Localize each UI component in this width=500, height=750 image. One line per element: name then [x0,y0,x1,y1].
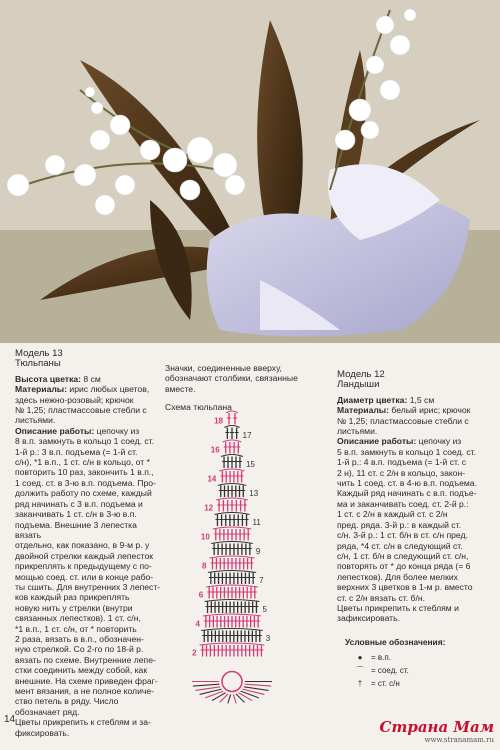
model-12-subtitle: Ландыши [337,379,380,391]
model-12-line: 1-й р.: 4 в.п. подъема (= 1-й ст. с [337,457,467,468]
chart-row-arc [211,542,253,544]
model-13-line: ков каждый раз прикреплять [15,592,130,603]
chart-row-number: 3 [265,633,271,643]
chart-base-stitch [243,689,265,694]
tulip-notes-text [165,363,335,394]
chart-row-arc [224,426,239,428]
model-13-line: ряд начинать с 3 в.п. подъема и [15,498,143,509]
chart-row-arc [200,643,265,645]
model-13-line: прикреплять к предыдущему с по- [15,561,152,572]
legend-symbol: † [357,679,363,688]
chart-row-arc [205,600,260,602]
model-13-subtitle: Тюльпаны [15,358,61,370]
legend-title: Условные обозначения: [345,637,446,647]
site-logo [380,718,494,744]
chart-row-number: 16 [210,445,220,455]
legend-item [345,651,445,664]
legend-label: = ст. с/н [371,679,400,688]
chart-row-number: 11 [252,517,261,527]
model-12-line: ма и заканчивать соед. ст. 2-й р.: [337,498,469,509]
model-13-line: вязать по схеме. Внутренние лепе- [15,654,156,665]
chart-base-stitch [200,689,222,694]
chart-base-stitch [228,694,231,703]
tulip-chart-title: Схема тюльпана [165,402,232,413]
model-13-line: 1 соед. ст. в 3-ю в.п. подъема. Про- [15,477,156,488]
model-13-line: отдельно, как показано, в 9-м р. у [15,540,150,551]
chart-row-number: 6 [198,590,204,600]
model-13-line: связанных лепестков). 1 ст. с/н, [15,613,141,624]
model-12-line: Диаметр цветка: 1,5 см [337,394,435,405]
model-13-line: новую нить у стрелки (внутри [15,602,133,613]
chart-base-stitch [233,694,236,703]
model-12-line: с/н, 1 ст. б/н в следующий ст. с/н, [337,550,469,561]
lily-tulip-photo [0,0,500,343]
model-12-line: повторять от * до конца ряда (= 6 [337,561,471,572]
model-12-line: ст. с 2/н вязать ст. б/н. [337,592,425,603]
model-13-line: ство петель в ряду. Число обозначает ряд. [15,696,119,717]
model-13-text [15,349,163,738]
chart-row-number: 17 [242,430,252,440]
chart-row-arc [218,484,247,486]
chart-row-arc [213,527,251,529]
tulip-notes-line: Значки, соединенные вверху, [165,363,282,373]
model-12-line: ряда, *4 ст. с/н в следующий ст. [337,540,463,551]
chart-row-number: 7 [259,575,264,585]
model-13-line: подъема. Внешние 3 лепестка вязать [15,519,137,540]
model-12-line: № 1,25; пластмассовые стебли с [337,415,469,426]
model-12-line: пред. ряда. 3-й р.: в каждый ст. [337,519,461,530]
model-13-line: ную стрелкой. Со 2-го по 18-й р. [15,644,144,655]
chart-base-stitch [212,693,226,701]
model-12-line: 5 в.п. замкнуть в кольцо 1 соед. ст. [337,446,477,457]
chart-row-arc [221,455,243,457]
model-12-line: с/н. 3-й р.: 1 ст. б/н в ст. с/н пред. [337,530,468,541]
chart-base-ring [222,672,242,692]
chart-row-number: 18 [214,416,223,426]
chart-row-arc [203,614,261,616]
legend-item [345,677,445,690]
model-13-line: *1 в.п., 1 ст. с/н, от * повторить [15,623,137,634]
model-13-line: 1-й р.: 3 в.п. подъема (= 1-й ст. [15,446,138,457]
model-12-line: листьями. [337,426,378,437]
model-13-line: внешние. На схеме приведен фраг- [15,675,158,686]
model-13-line: мент вязания, а не полное количе- [15,686,154,696]
model-13-line: с/н), *1 в.п., 1 ст. с/н в кольцо, от * [15,457,150,468]
chart-row-arc [208,571,256,573]
model-13-line: должить работу по схеме, каждый [15,488,152,499]
chart-row-arc [216,498,248,500]
model-13-line: ты сшить. Для внутренних 3 лепест- [15,581,161,592]
model-12-description [337,395,485,624]
chart-base-stitch [245,684,271,686]
model-12-line: чить 1 соед. ст. в 4-ю в.п. подъема. [337,478,477,489]
site-logo-text: Страна Мам [379,718,494,736]
model-12-text [337,370,485,624]
model-13-line: Материалы: ирис любых цветов, [15,384,150,395]
legend-label: = в.п. [371,653,391,662]
chart-base-stitch [239,693,253,701]
model-13-title: Модель 13 [15,348,63,359]
chart-row-number: 4 [195,619,200,629]
model-13-line: заканчивать 1 ст. с/н в 3-ю в.п. [15,509,137,520]
model-12-line: зафиксировать. [337,613,400,624]
model-12-line: Цветы прикрепить к стеблям и [337,602,459,613]
model-13-line: № 1,25; пластмассовые стебли с [15,405,147,416]
model-13-line: 8 в.п. замкнуть в кольцо 1 соед. ст. [15,436,155,447]
model-13-description [15,374,163,738]
model-13-line: повторить 10 раз, закончить 1 в.п., [15,467,154,478]
model-12-line: Материалы: белый ирис; крючок [337,405,471,416]
legend-symbol: ● [357,653,363,662]
page-number: 14 [4,714,16,725]
model-13-line: Описание работы: цепочку из [15,425,140,436]
model-12-line: 2 н), 11 ст. с 2/н в кольцо, закон- [337,467,466,478]
model-13-line: мощью соед. ст. или в конце рабо- [15,571,154,582]
model-12-line: 1 ст. с 2/н в каждый ст. с 2/н [337,509,448,520]
chart-row-number: 2 [192,648,197,658]
model-13-line: Высота цветка: 8 см [15,373,101,384]
tulip-crochet-chart [160,405,310,715]
site-url: www.stranamam.ru [424,736,494,744]
legend-item [345,664,445,677]
legend-label: = соед. ст. [371,666,409,675]
model-13-line: листьями. [15,415,56,426]
model-13-line: 2 раза, вязать в в.п., обозначен- [15,633,144,644]
model-12-line: Описание работы: цепочку из [337,436,462,447]
model-12-line: верхних 3 цветков в 1-м р. вместо [337,582,473,593]
legend [345,636,445,690]
chart-row-arc [201,629,263,631]
chart-base-stitch [193,684,219,686]
tulip-notes-line: вместе. [165,383,196,394]
chart-row-number: 14 [207,474,217,484]
chart-row-number: 15 [245,459,255,469]
legend-symbol: ⌒ [356,666,364,675]
chart-row-arc [210,556,255,558]
model-13-line: здесь нежно-розовый; крючок [15,394,134,405]
chart-row-number: 12 [204,503,214,513]
model-13-line: фиксировать. [15,727,70,738]
chart-row-number: 10 [200,532,210,542]
model-12-line: лепестков). Для более мелких [337,571,458,582]
chart-row-arc [223,440,242,442]
chart-row-number: 5 [262,604,267,614]
chart-row-number: 13 [249,488,259,498]
chart-row-arc [226,411,238,413]
chart-row-arc [219,469,244,471]
model-12-line: Каждый ряд начинать с в.п. подъе- [337,488,477,499]
chart-row-number: 9 [255,546,261,556]
model-13-line: Цветы прикрепить к стеблям и за- [15,717,151,728]
chart-row-arc [206,585,258,587]
model-13-line: стки соединить между собой, как [15,665,148,676]
model-13-line: двойной стрелки каждый лепесток [15,550,154,561]
tulip-notes-line: обозначают столбики, связанные [165,373,298,384]
model-12-title: Модель 12 [337,369,385,380]
chart-row-number: 8 [202,561,207,571]
chart-row-arc [214,513,249,515]
